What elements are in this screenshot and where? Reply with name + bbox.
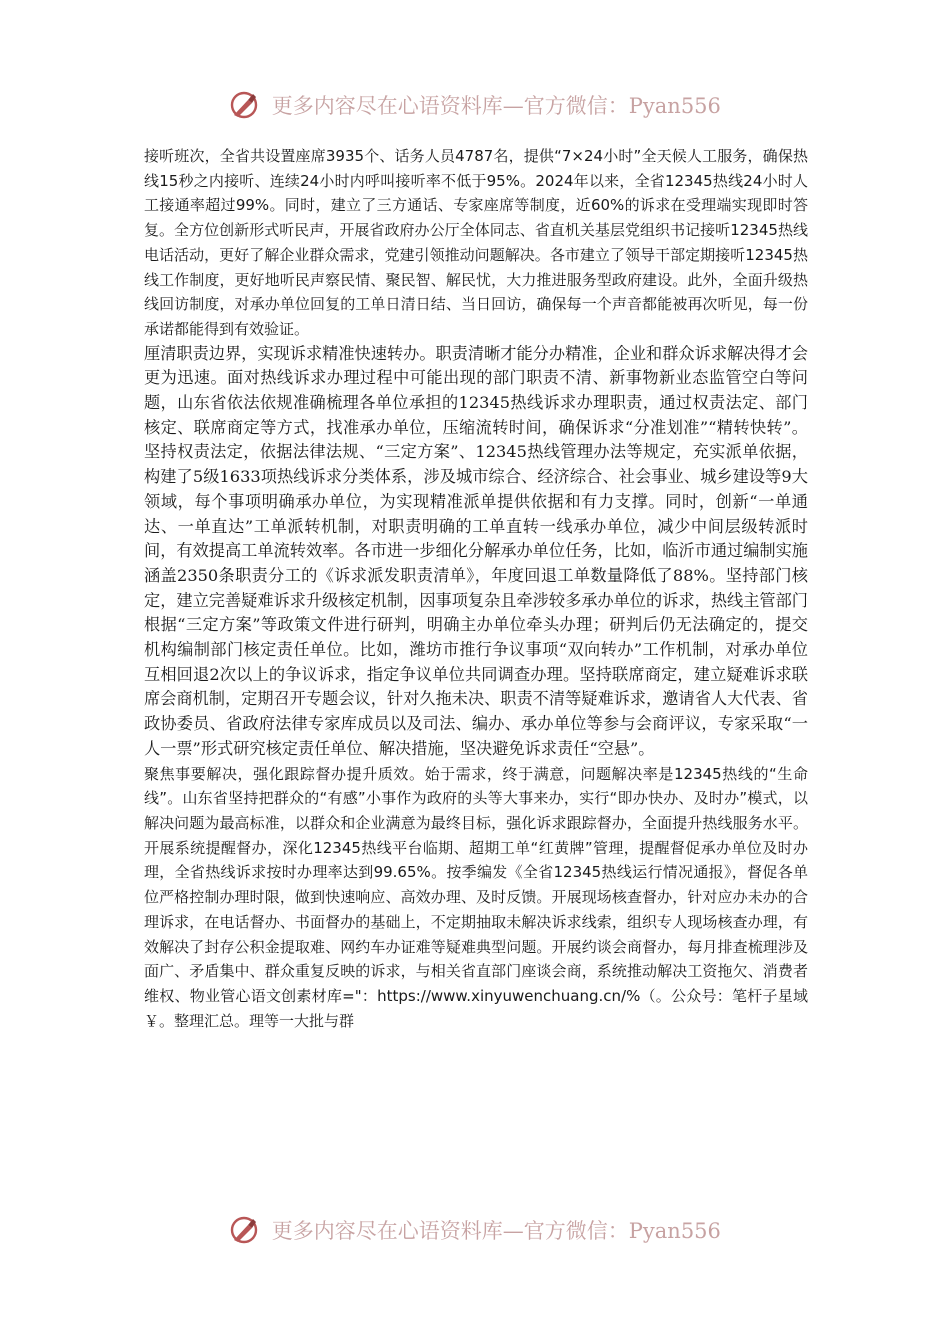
paragraph-supervision: 聚焦事要解决，强化跟踪督办提升质效。始于需求，终于满意，问题解决率是12345热线的“生命线”。山东省坚持把群众的“有感”小事作为政府的头等大事来办，实行“即办快办、及时办”模式，以解决问题为最高标准，以群众和企业满意为最终目标，强化诉求跟踪督办，全面提升热线服务水平。开展系统提醒督办，深化12345热线平台临期、超期工单“红黄牌”管理，提醒督促承办单位及时办理，全省热线诉求按时办理率达到99.65%。按季编发《全省12345热线运行情况通报》，督促各单位严格控制办理时限，做到快速响应、高效办理、及时反馈。开展现场核查督办，针对应办未办的合理诉求，在电话督办、书面督办的基础上，不定期抽取未解决诉求线索，组织专人现场核查办理，有效解决了封存公积金提取难、网约车办证难等疑难典型问题。开展约谈会商督办，每月排查梳理涉及面广、矛盾集中、群众重复反映的诉求，与相关省直部门座谈会商，系统推动解决工资拖欠、消费者维权、物业管心语文创素材库="：https://www.xinyuwenchuang.cn/%（。公众号：笔杆子星域￥。整理汇总。理等一大批与群 (144, 764, 808, 1030)
paragraph-hotline-service: 接听班次，全省共设置座席3935个、话务人员4787名，提供“7×24小时”全天候人工服务，确保热线15秒之内接听、连续24小时内呼叫接听率不低于95%。2024年以来，全省12345热线24小时人工接通率超过99%。同时，建立了三方通话、专家座席等制度，近60%的诉求在受理端实现即时答复。全方位创新形式听民声，开展省政府办公厅全体同志、省直机关基层党组织书记接听12345热线电话活动，更好了解企业群众需求，党建引领推动问题解决。各市建立了领导干部定期接听12345热线工作制度，更好地听民声察民情、聚民智、解民忧，大力推进服务型政府建设。此外，全面升级热线回访制度，对承办单位回复的工单日清日结、当日回访，确保每一个声音都能被再次听见，每一份承诺都能得到有效验证。 (144, 147, 808, 338)
watermark-footer (0, 1215, 950, 1245)
paragraph-responsibility-boundary: 厘清职责边界，实现诉求精准快速转办。职责清晰才能分办精准，企业和群众诉求解决得才会更为迅速。面对热线诉求办理过程中可能出现的部门职责不清、新事物新业态监管空白等问题，山东省依法依规准确梳理各单位承担的12345热线诉求办理职责，通过权责法定、部门核定、联席商定等方式，找准承办单位，压缩流转时间，确保诉求“分准划准”“精转快转”。坚持权责法定，依据法律法规、“三定方案”、12345热线管理办法等规定，充实派单依据，构建了5级1633项热线诉求分类体系，涉及城市综合、经济综合、社会事业、城乡建设等9大领域，每个事项明确承办单位，为实现精准派单提供依据和有力支撑。同时，创新“一单通达、一单直达”工单派转机制，对职责明确的工单直转一线承办单位，减少中间层级转派时间，有效提高工单流转效率。各市进一步细化分解承办单位任务，比如，临沂市通过编制实施涵盖2350条职责分工的《诉求派发职责清单》，年度回退工单数量降低了88%。坚持部门核定，建立完善疑难诉求升级核定机制，因事项复杂且牵涉较多承办单位的诉求，热线主管部门根据“三定方案”等政策文件进行研判，明确主办单位牵头办理；研判后仍无法确定的，提交机构编制部门核定责任单位。比如，潍坊市推行争议事项“双向转办”工作机制，对承办单位互相回退2次以上的争议诉求，指定争议单位共同调查办理。坚持联席商定，建立疑难诉求联席会商机制，定期召开专题会议，针对久拖未决、职责不清等疑难诉求，邀请省人大代表、省政协委员、省政府法律专家库成员以及司法、编办、承办单位等参与会商评议，专家采取“一人一票”形式研究核定责任单位、解决措施，坚决避免诉求责任“空悬”。 (144, 343, 808, 758)
brush-logo-icon (229, 1215, 259, 1245)
watermark-text: 更多内容尽在心语资料库—官方微信：Pyan556 (271, 94, 721, 118)
watermark-text: 更多内容尽在心语资料库—官方微信：Pyan556 (271, 1219, 721, 1243)
brush-logo-icon (229, 90, 259, 120)
watermark-header (0, 90, 950, 120)
article-body (144, 144, 808, 1033)
